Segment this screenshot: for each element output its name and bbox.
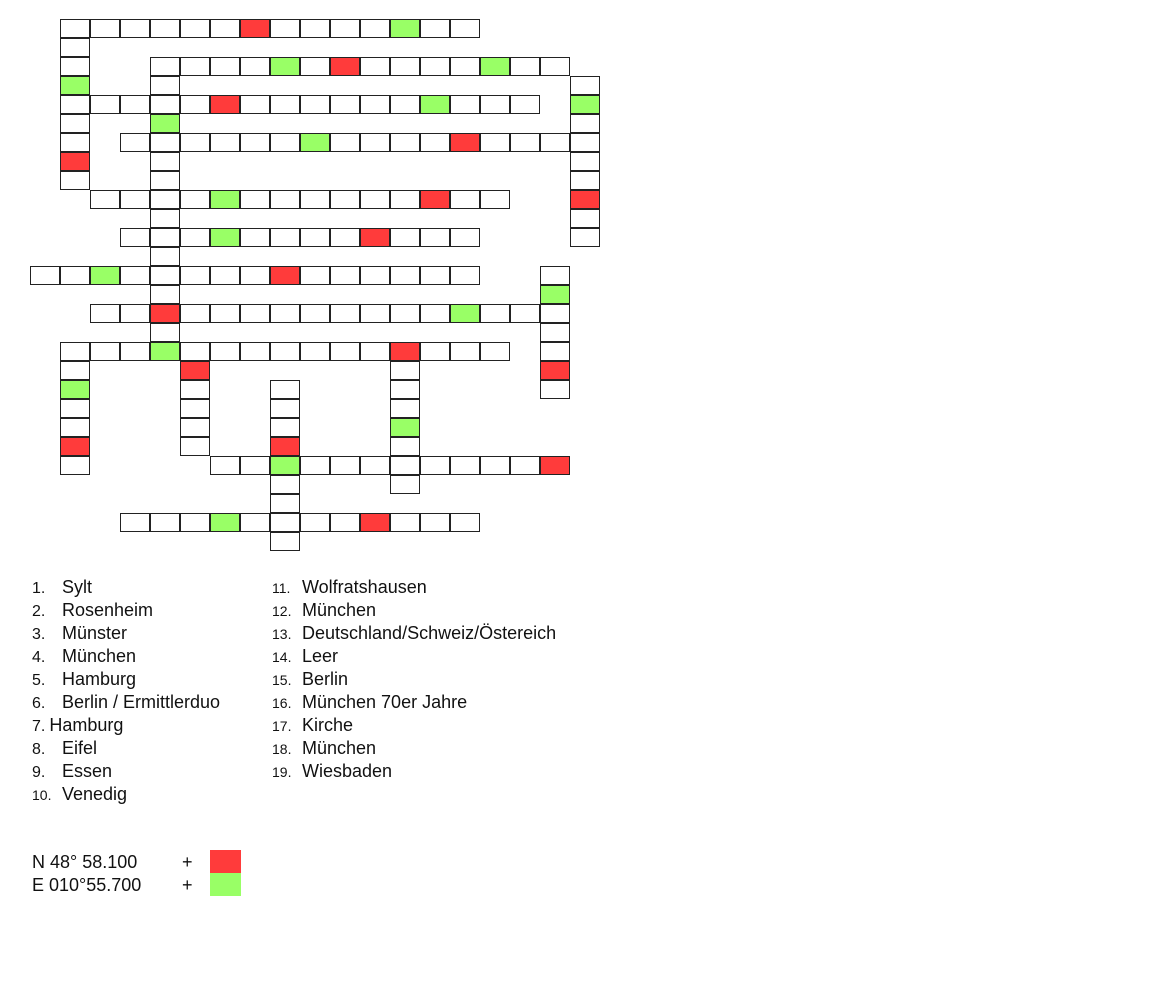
clue-number: 6. xyxy=(32,695,46,712)
grid-cell[interactable] xyxy=(330,95,360,114)
grid-cell[interactable] xyxy=(270,19,300,38)
grid-cell[interactable] xyxy=(150,57,180,76)
clue-number: 1. xyxy=(32,580,46,597)
grid-cell[interactable] xyxy=(90,342,120,361)
clue-number: 15. xyxy=(272,672,292,688)
coordinate-east: E 010°55.700 xyxy=(32,875,142,895)
green-grid-cell[interactable] xyxy=(540,285,570,304)
grid-cell[interactable] xyxy=(150,247,180,266)
grid-cell[interactable] xyxy=(570,133,600,152)
grid-cell[interactable] xyxy=(390,399,420,418)
grid-cell[interactable] xyxy=(60,418,90,437)
grid-cell[interactable] xyxy=(240,228,270,247)
grid-cell[interactable] xyxy=(540,57,570,76)
grid-cell[interactable] xyxy=(240,133,270,152)
grid-cell[interactable] xyxy=(450,456,480,475)
grid-cell[interactable] xyxy=(270,513,300,532)
grid-cell[interactable] xyxy=(540,133,570,152)
plus-sign-east: + xyxy=(182,875,193,895)
grid-cell[interactable] xyxy=(300,513,330,532)
grid-cell[interactable] xyxy=(30,266,60,285)
grid-cell[interactable] xyxy=(330,513,360,532)
grid-cell[interactable] xyxy=(210,266,240,285)
clue-text: Essen xyxy=(62,761,113,781)
grid-cell[interactable] xyxy=(450,19,480,38)
grid-cell[interactable] xyxy=(540,266,570,285)
grid-cell[interactable] xyxy=(240,456,270,475)
grid-cell[interactable] xyxy=(540,380,570,399)
green-grid-cell[interactable] xyxy=(150,114,180,133)
grid-cell[interactable] xyxy=(420,266,450,285)
grid-cell[interactable] xyxy=(180,190,210,209)
red-grid-cell[interactable] xyxy=(360,228,390,247)
clue-1 xyxy=(32,576,92,600)
clue-4 xyxy=(32,645,136,669)
grid-cell[interactable] xyxy=(510,304,540,323)
grid-cell[interactable] xyxy=(270,190,300,209)
grid-cell[interactable] xyxy=(270,342,300,361)
clue-12 xyxy=(272,599,376,623)
grid-cell[interactable] xyxy=(360,19,390,38)
grid-cell[interactable] xyxy=(60,133,90,152)
plus-sign-north: + xyxy=(182,852,193,872)
grid-cell[interactable] xyxy=(270,133,300,152)
clue-number: 11. xyxy=(272,580,291,596)
grid-cell[interactable] xyxy=(510,456,540,475)
grid-cell[interactable] xyxy=(300,19,330,38)
grid-cell[interactable] xyxy=(150,171,180,190)
green-grid-cell[interactable] xyxy=(390,418,420,437)
grid-cell[interactable] xyxy=(420,133,450,152)
green-swatch xyxy=(210,873,241,896)
red-grid-cell[interactable] xyxy=(60,437,90,456)
grid-cell[interactable] xyxy=(300,190,330,209)
grid-cell[interactable] xyxy=(270,418,300,437)
grid-cell[interactable] xyxy=(60,114,90,133)
grid-cell[interactable] xyxy=(420,456,450,475)
grid-cell[interactable] xyxy=(60,399,90,418)
grid-cell[interactable] xyxy=(540,304,570,323)
grid-cell[interactable] xyxy=(270,532,300,551)
clue-10 xyxy=(32,783,127,807)
clue-16 xyxy=(272,691,467,715)
grid-cell[interactable] xyxy=(570,209,600,228)
clue-number: 19. xyxy=(272,764,292,780)
clue-text: Eifel xyxy=(62,738,98,758)
grid-cell[interactable] xyxy=(360,190,390,209)
grid-cell[interactable] xyxy=(330,304,360,323)
clue-number: 14. xyxy=(272,649,292,665)
clue-2 xyxy=(32,599,153,623)
grid-cell[interactable] xyxy=(180,437,210,456)
grid-cell[interactable] xyxy=(360,266,390,285)
red-grid-cell[interactable] xyxy=(60,152,90,171)
grid-cell[interactable] xyxy=(60,456,90,475)
clue-text: Leer xyxy=(302,646,339,666)
clue-text: Hamburg xyxy=(62,669,137,689)
grid-cell[interactable] xyxy=(480,342,510,361)
grid-cell[interactable] xyxy=(360,57,390,76)
clue-8 xyxy=(32,737,97,761)
clue-text: Hamburg xyxy=(49,715,124,735)
red-grid-cell[interactable] xyxy=(240,19,270,38)
grid-cell[interactable] xyxy=(420,57,450,76)
grid-cell[interactable] xyxy=(300,95,330,114)
grid-cell[interactable] xyxy=(120,95,150,114)
clue-number: 3. xyxy=(32,626,46,643)
clue-number: 10. xyxy=(32,787,52,803)
clue-13 xyxy=(272,622,556,646)
grid-cell[interactable] xyxy=(300,57,330,76)
grid-cell[interactable] xyxy=(240,266,270,285)
grid-cell[interactable] xyxy=(120,190,150,209)
grid-cell[interactable] xyxy=(60,342,90,361)
grid-cell[interactable] xyxy=(150,513,180,532)
clue-text: München xyxy=(302,600,377,620)
grid-cell[interactable] xyxy=(240,304,270,323)
green-grid-cell[interactable] xyxy=(300,133,330,152)
clue-text: Wolfratshausen xyxy=(302,577,427,597)
grid-cell[interactable] xyxy=(150,228,180,247)
grid-cell[interactable] xyxy=(60,171,90,190)
red-grid-cell[interactable] xyxy=(270,437,300,456)
clue-text: Wiesbaden xyxy=(302,761,393,781)
grid-cell[interactable] xyxy=(180,418,210,437)
green-grid-cell[interactable] xyxy=(450,304,480,323)
grid-cell[interactable] xyxy=(150,19,180,38)
red-swatch xyxy=(210,850,241,873)
green-grid-cell[interactable] xyxy=(150,342,180,361)
grid-cell[interactable] xyxy=(330,228,360,247)
grid-cell[interactable] xyxy=(120,304,150,323)
grid-cell[interactable] xyxy=(300,266,330,285)
grid-cell[interactable] xyxy=(150,133,180,152)
grid-cell[interactable] xyxy=(360,304,390,323)
grid-cell[interactable] xyxy=(180,380,210,399)
grid-cell[interactable] xyxy=(90,95,120,114)
grid-cell[interactable] xyxy=(420,19,450,38)
clue-17 xyxy=(272,714,353,738)
grid-cell[interactable] xyxy=(480,95,510,114)
grid-cell[interactable] xyxy=(180,133,210,152)
green-grid-cell[interactable] xyxy=(210,190,240,209)
red-grid-cell[interactable] xyxy=(540,361,570,380)
grid-cell[interactable] xyxy=(270,380,300,399)
grid-cell[interactable] xyxy=(390,228,420,247)
clue-3 xyxy=(32,622,127,646)
green-grid-cell[interactable] xyxy=(270,456,300,475)
green-grid-cell[interactable] xyxy=(390,19,420,38)
grid-cell[interactable] xyxy=(210,19,240,38)
clue-text: Deutschland/Schweiz/Östereich xyxy=(302,623,557,643)
grid-cell[interactable] xyxy=(180,57,210,76)
red-grid-cell[interactable] xyxy=(360,513,390,532)
grid-cell[interactable] xyxy=(570,152,600,171)
grid-cell[interactable] xyxy=(450,342,480,361)
red-grid-cell[interactable] xyxy=(420,190,450,209)
red-grid-cell[interactable] xyxy=(330,57,360,76)
grid-cell[interactable] xyxy=(390,133,420,152)
grid-cell[interactable] xyxy=(180,228,210,247)
clue-text: Berlin xyxy=(302,669,349,689)
clue-number: 9. xyxy=(32,764,46,781)
clue-14 xyxy=(272,645,338,669)
grid-cell[interactable] xyxy=(150,209,180,228)
grid-cell[interactable] xyxy=(270,95,300,114)
grid-cell[interactable] xyxy=(120,19,150,38)
green-grid-cell[interactable] xyxy=(210,513,240,532)
red-grid-cell[interactable] xyxy=(570,190,600,209)
grid-cell[interactable] xyxy=(390,513,420,532)
grid-cell[interactable] xyxy=(180,266,210,285)
grid-cell[interactable] xyxy=(300,304,330,323)
clue-text: München xyxy=(302,738,377,758)
red-grid-cell[interactable] xyxy=(540,456,570,475)
grid-cell[interactable] xyxy=(60,57,90,76)
grid-cell[interactable] xyxy=(390,437,420,456)
grid-cell[interactable] xyxy=(150,266,180,285)
grid-cell[interactable] xyxy=(150,76,180,95)
grid-cell[interactable] xyxy=(150,323,180,342)
coordinate-north: N 48° 58.100 xyxy=(32,852,138,872)
grid-cell[interactable] xyxy=(210,57,240,76)
grid-cell[interactable] xyxy=(420,513,450,532)
clue-number: 4. xyxy=(32,649,46,666)
clue-text: Münster xyxy=(62,623,128,643)
grid-cell[interactable] xyxy=(450,513,480,532)
grid-cell[interactable] xyxy=(60,19,90,38)
grid-cell[interactable] xyxy=(180,342,210,361)
grid-cell[interactable] xyxy=(390,190,420,209)
red-grid-cell[interactable] xyxy=(450,133,480,152)
grid-cell[interactable] xyxy=(240,513,270,532)
grid-cell[interactable] xyxy=(360,342,390,361)
clue-number: 18. xyxy=(272,741,292,757)
grid-cell[interactable] xyxy=(60,95,90,114)
grid-cell[interactable] xyxy=(150,152,180,171)
grid-cell[interactable] xyxy=(90,190,120,209)
grid-cell[interactable] xyxy=(390,266,420,285)
clue-number: 12. xyxy=(272,603,292,619)
grid-cell[interactable] xyxy=(210,133,240,152)
clue-number: 7. xyxy=(32,718,46,735)
grid-cell[interactable] xyxy=(270,228,300,247)
grid-cell[interactable] xyxy=(210,304,240,323)
clue-number: 16. xyxy=(272,695,292,711)
clue-number: 8. xyxy=(32,741,46,758)
green-grid-cell[interactable] xyxy=(90,266,120,285)
clue-text: Rosenheim xyxy=(62,600,154,620)
grid-cell[interactable] xyxy=(390,456,420,475)
grid-cell[interactable] xyxy=(330,19,360,38)
grid-cell[interactable] xyxy=(180,95,210,114)
grid-cell[interactable] xyxy=(480,190,510,209)
grid-cell[interactable] xyxy=(390,380,420,399)
grid-cell[interactable] xyxy=(570,171,600,190)
clue-7 xyxy=(32,714,123,738)
clue-text: Kirche xyxy=(302,715,354,735)
grid-cell[interactable] xyxy=(330,266,360,285)
grid-cell[interactable] xyxy=(120,228,150,247)
grid-cell[interactable] xyxy=(480,133,510,152)
clue-11 xyxy=(272,576,427,600)
grid-cell[interactable] xyxy=(150,190,180,209)
clue-15 xyxy=(272,668,348,692)
grid-cell[interactable] xyxy=(60,361,90,380)
grid-cell[interactable] xyxy=(510,133,540,152)
grid-cell[interactable] xyxy=(240,95,270,114)
grid-cell[interactable] xyxy=(270,399,300,418)
grid-cell[interactable] xyxy=(120,266,150,285)
clue-text: München 70er Jahre xyxy=(302,692,468,712)
grid-cell[interactable] xyxy=(420,228,450,247)
grid-cell[interactable] xyxy=(120,133,150,152)
green-grid-cell[interactable] xyxy=(270,57,300,76)
grid-cell[interactable] xyxy=(180,304,210,323)
grid-cell[interactable] xyxy=(390,95,420,114)
green-grid-cell[interactable] xyxy=(570,95,600,114)
grid-cell[interactable] xyxy=(300,228,330,247)
grid-cell[interactable] xyxy=(480,456,510,475)
green-grid-cell[interactable] xyxy=(480,57,510,76)
grid-cell[interactable] xyxy=(330,342,360,361)
red-grid-cell[interactable] xyxy=(390,342,420,361)
clue-9 xyxy=(32,760,112,784)
grid-cell[interactable] xyxy=(390,57,420,76)
clue-text: Venedig xyxy=(62,784,128,804)
grid-cell[interactable] xyxy=(360,456,390,475)
grid-cell[interactable] xyxy=(120,342,150,361)
grid-cell[interactable] xyxy=(330,133,360,152)
grid-cell[interactable] xyxy=(240,342,270,361)
grid-cell[interactable] xyxy=(450,190,480,209)
clue-text: München xyxy=(62,646,137,666)
grid-cell[interactable] xyxy=(540,323,570,342)
grid-cell[interactable] xyxy=(540,342,570,361)
grid-cell[interactable] xyxy=(240,190,270,209)
clue-6 xyxy=(32,691,220,715)
grid-cell[interactable] xyxy=(330,456,360,475)
clue-number: 17. xyxy=(272,718,292,734)
grid-cell[interactable] xyxy=(180,399,210,418)
grid-cell[interactable] xyxy=(450,266,480,285)
red-grid-cell[interactable] xyxy=(150,304,180,323)
clue-text: Berlin / Ermittlerduo xyxy=(62,692,221,712)
clue-number: 2. xyxy=(32,603,46,620)
clue-19 xyxy=(272,760,392,784)
grid-cell[interactable] xyxy=(450,57,480,76)
grid-cell[interactable] xyxy=(90,304,120,323)
grid-cell[interactable] xyxy=(180,513,210,532)
red-grid-cell[interactable] xyxy=(210,95,240,114)
grid-cell[interactable] xyxy=(120,513,150,532)
grid-cell[interactable] xyxy=(60,266,90,285)
red-grid-cell[interactable] xyxy=(270,266,300,285)
green-grid-cell[interactable] xyxy=(60,76,90,95)
grid-cell[interactable] xyxy=(390,475,420,494)
clue-number: 13. xyxy=(272,626,292,642)
grid-cell[interactable] xyxy=(90,19,120,38)
grid-cell[interactable] xyxy=(240,57,270,76)
grid-cell[interactable] xyxy=(360,133,390,152)
grid-cell[interactable] xyxy=(510,95,540,114)
grid-cell[interactable] xyxy=(480,304,510,323)
clue-text: Sylt xyxy=(62,577,93,597)
green-grid-cell[interactable] xyxy=(60,380,90,399)
grid-cell[interactable] xyxy=(180,19,210,38)
grid-cell[interactable] xyxy=(270,494,300,513)
grid-cell[interactable] xyxy=(570,76,600,95)
grid-cell[interactable] xyxy=(270,304,300,323)
grid-cell[interactable] xyxy=(210,456,240,475)
clue-18 xyxy=(272,737,376,761)
clue-number: 5. xyxy=(32,672,46,689)
grid-cell[interactable] xyxy=(570,228,600,247)
grid-cell[interactable] xyxy=(510,57,540,76)
grid-cell[interactable] xyxy=(390,361,420,380)
green-grid-cell[interactable] xyxy=(210,228,240,247)
grid-cell[interactable] xyxy=(150,95,180,114)
grid-cell[interactable] xyxy=(270,475,300,494)
grid-cell[interactable] xyxy=(360,95,390,114)
clue-5 xyxy=(32,668,136,692)
grid-cell[interactable] xyxy=(300,456,330,475)
grid-cell[interactable] xyxy=(570,114,600,133)
grid-cell[interactable] xyxy=(300,342,330,361)
grid-cell[interactable] xyxy=(450,95,480,114)
grid-cell[interactable] xyxy=(60,38,90,57)
grid-cell[interactable] xyxy=(420,304,450,323)
grid-cell[interactable] xyxy=(420,342,450,361)
grid-cell[interactable] xyxy=(330,190,360,209)
grid-cell[interactable] xyxy=(450,228,480,247)
green-grid-cell[interactable] xyxy=(420,95,450,114)
red-grid-cell[interactable] xyxy=(180,361,210,380)
grid-cell[interactable] xyxy=(390,304,420,323)
grid-cell[interactable] xyxy=(150,285,180,304)
grid-cell[interactable] xyxy=(210,342,240,361)
